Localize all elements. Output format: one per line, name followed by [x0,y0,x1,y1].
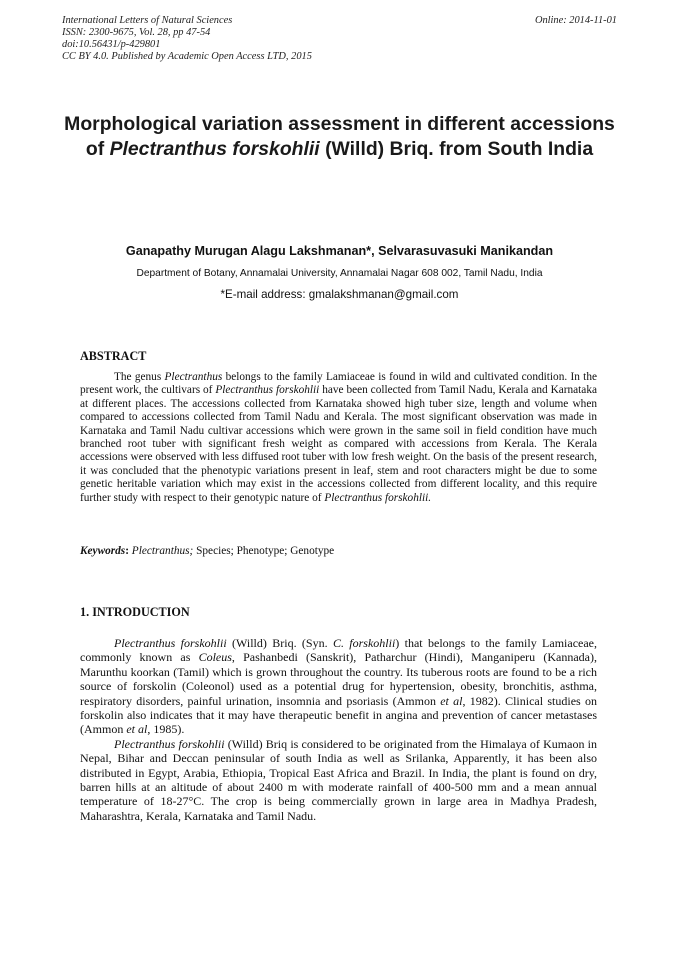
intro-p1-seg-1: Plectranthus forskohlii [114,636,227,650]
introduction-text [80,636,597,823]
abstract-seg-1: The genus [114,371,165,383]
keywords-line [80,545,597,557]
journal-header [62,15,617,63]
intro-p2-seg-1: Plectranthus forskohlii [114,736,225,751]
online-date: Online: 2014-11-01 [534,15,617,26]
title-species: Plectranthus forskohlii [109,137,320,160]
abstract-seg-3: belongs to the family Lamiaceae is found in wild and cultivated condition. In the present work, the cultivars of [80,371,597,397]
intro-p1-seg-4: ) that belongs to the family Lamiaceae, commonly known as [80,636,597,665]
affiliation: Department of Botany, Annamalai University, Annamalai Nagar 608 002, Tamil Nadu, India [136,268,543,279]
title-part-1: Morphological variation assessment in different accessions of [64,113,615,160]
intro-p2-seg-2: (Willd) Briq is considered to be originated from the Himalaya of Kumaon in Nepal, Bihar and Deccan peninsular of south India as well as Srilanka, Apparently, it has been also distributed in Egypt, Arabia, Ethiopia, Tropical East Africa and Brazil. In India, the plant is found on dry, barren hills at an altitude of about 2400 m with moderate rainfall of 400-500 mm and a mean annual temperature of 18-27°C. The crop is being commercially grown in large area in Madhya Pradesh, Maharashtra, Kerala, Karnataka and Tamil Nadu. [80,736,598,823]
abstract-seg-5: have been collected from Tamil Nadu, Kerala and Karnataka at different places. The accessions collected from Karnataka showed high tuber size, length and volume when compared to accessions collected from Tamil Nadu and Kerala. The most significant observation was made in Karnataka and Tamil Nadu cultivar accessions which were grown in the same soil in field condition have much branched root tuber with significant fresh weight as compared with accessions from Kerala. The Kerala accessions were observed with less diffused root tuber with low fresh weight. On the basis of the present research, it was concluded that the phenotypic variations present in leaf, stem and root characters might be due to some genetic heritable variation which may exist in the accessions collected from different locality, and this require further study with respect to their genotypic nature of [80,384,597,504]
abstract-seg-2: Plectranthus [164,371,223,383]
intro-p1-seg-2: (Willd) Briq. (Syn. [226,636,333,650]
journal-doi: doi:10.56431/p-429801 [62,39,161,50]
journal-issn: ISSN: 2300-9675, Vol. 28, pp 47-54 [62,27,211,38]
title-part-2: (Willd) Briq. from South India [319,137,594,160]
introduction-heading: 1. INTRODUCTION [80,605,190,619]
intro-p1-seg-9: et al [126,722,148,737]
keywords-rest: Species; Phenotype; Genotype [193,545,335,557]
abstract-seg-4: Plectranthus forskohlii [215,384,320,397]
abstract-seg-6: Plectranthus forskohlii. [324,491,432,504]
corresponding-email: *E-mail address: gmalakshmanan@gmail.com [220,288,459,301]
intro-p1-seg-3: C. forskohlii [332,636,396,650]
keywords-italic: Plectranthus; [128,545,194,557]
abstract-heading: ABSTRACT [80,349,147,363]
intro-p1-seg-5: Coleus [198,650,232,665]
paper-title [62,112,617,161]
journal-license: CC BY 4.0. Published by Academic Open Access LTD, 2015 [62,51,312,62]
intro-p1-seg-6: , Pashanbedi (Sanskrit), Patharchur (Hindi), Manganiperu (Kannada), Marunthu koorkan (Tamil) which is grown throughout the country. Its tuberous roots are found to be a rich source of forskolin (Coleonol) used as a potential drug for hypertension, obesity, bronchitis, asthma, respiratory disorders, painful urination, insomnia and psoriasis (Ammon [80,650,597,708]
intro-p1-seg-7: et al [440,693,463,708]
intro-paragraph-1 [80,636,597,737]
intro-paragraph-2 [80,737,597,823]
abstract-text [80,371,597,505]
intro-p1-seg-10: , 1985). [147,722,185,737]
intro-p1-seg-8: , 1982). Clinical studies on forskolin also indicates that it may have therapeutic benefit in angina and prevention of cancer metastases (Ammon [80,693,597,737]
author-list: Ganapathy Murugan Alagu Lakshmanan*, Selvarasuvasuki Manikandan [125,244,554,258]
keywords-colon: : [125,545,129,557]
journal-name: International Letters of Natural Sciences [62,15,233,26]
keywords-label: Keywords [80,545,126,557]
